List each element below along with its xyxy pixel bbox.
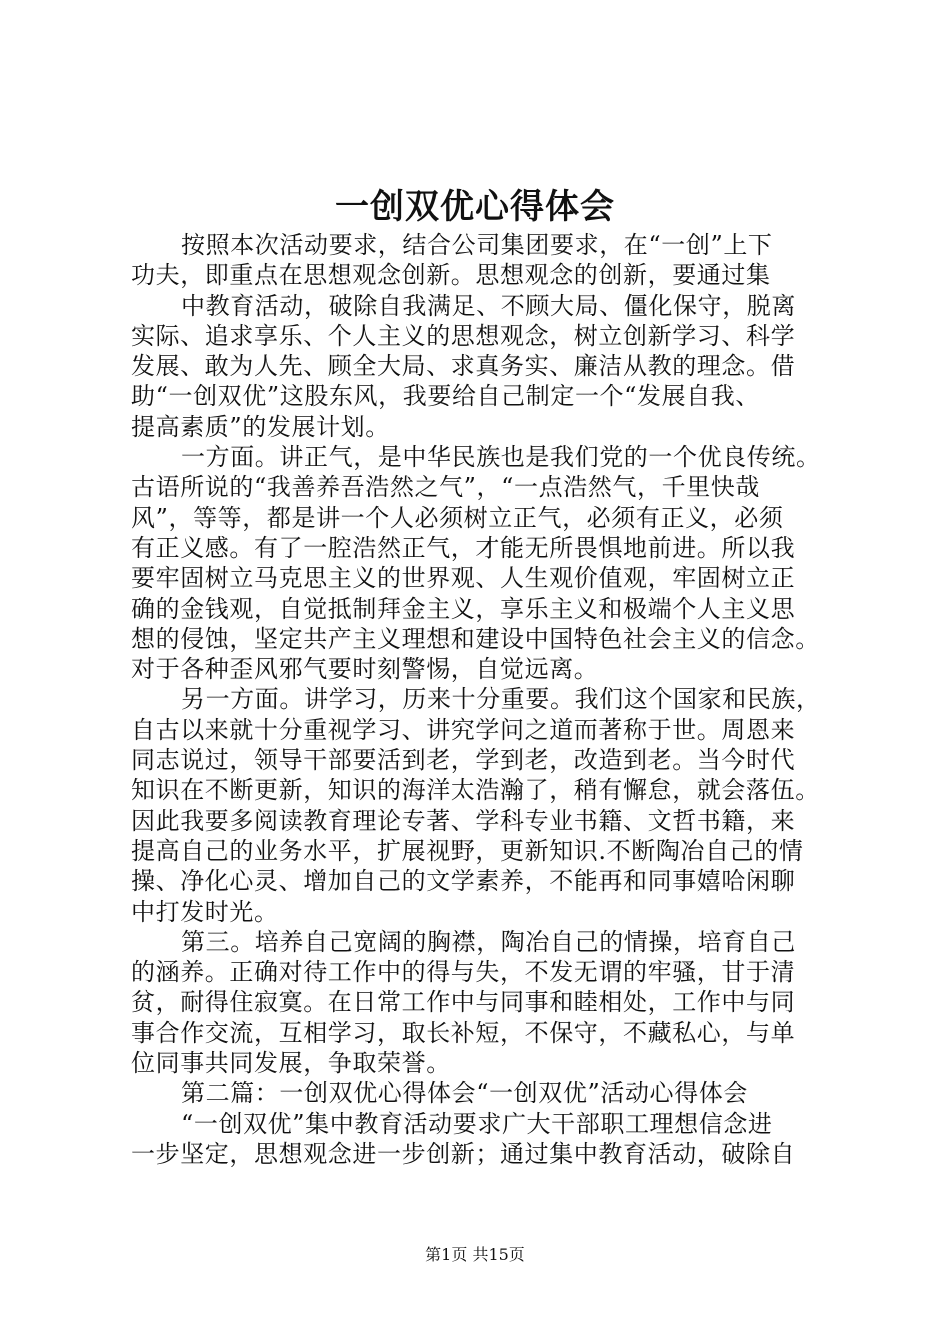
body-line: 功夫，即重点在思想观念创新。思想观念的创新，要通过集 — [131, 261, 771, 290]
document-title: 一创双优心得体会 — [335, 187, 615, 227]
body-line: 有正义感。有了一腔浩然正气，才能无所畏惧地前进。所以我 — [131, 533, 796, 562]
body-line: 助“一创双优”这股东风，我要给自己制定一个“发展自我、 — [131, 382, 761, 411]
body-line: 实际、追求享乐、个人主义的思想观念，树立创新学习、科学 — [131, 321, 796, 350]
section-heading-line: 第二篇：一创双优心得体会“一创双优”活动心得体会 — [181, 1079, 748, 1108]
body-line: 对于各种歪风邪气要时刻警惕，自觉远离。 — [131, 655, 599, 684]
body-line: 一方面。讲正气，是中华民族也是我们党的一个优良传统。 — [181, 443, 821, 472]
body-line: 一步坚定，思想观念进一步创新；通过集中教育活动，破除自 — [131, 1139, 796, 1168]
body-line: 中打发时光。 — [131, 897, 279, 926]
body-line: 想的侵蚀，坚定共产主义理想和建设中国特色社会主义的信念。 — [131, 624, 820, 653]
body-line: 自古以来就十分重视学习、讲究学问之道而著称于世。周恩来 — [131, 715, 796, 744]
body-line: 的涵养。正确对待工作中的得与失，不发无谓的牢骚，甘于清 — [131, 958, 796, 987]
body-line: 因此我要多阅读教育理论专著、学科专业书籍、文哲书籍，来 — [131, 806, 796, 835]
page-number-footer: 第1页 共15页 — [425, 1245, 525, 1264]
body-line: 提高素质”的发展计划。 — [131, 412, 390, 441]
body-line: 发展、敢为人先、顾全大局、求真务实、廉洁从教的理念。借 — [131, 352, 796, 381]
body-line: 位同事共同发展，争取荣誉。 — [131, 1049, 451, 1078]
body-line: 古语所说的“我善养吾浩然之气”，“一点浩然气，千里快哉 — [131, 473, 761, 502]
body-line: 事合作交流，互相学习，取长补短，不保守，不藏私心，与单 — [131, 1018, 796, 1047]
body-line: 提高自己的业务水平，扩展视野，更新知识.不断陶冶自己的情 — [131, 836, 804, 865]
body-line: 同志说过，领导干部要活到老，学到老，改造到老。当今时代 — [131, 746, 796, 775]
body-line: 中教育活动，破除自我满足、不顾大局、僵化保守，脱离 — [181, 291, 796, 320]
body-line: 贫，耐得住寂寞。在日常工作中与同事和睦相处，工作中与同 — [131, 988, 796, 1017]
body-line: 另一方面。讲学习，历来十分重要。我们这个国家和民族， — [181, 685, 821, 714]
body-line: 要牢固树立马克思主义的世界观、人生观价值观，牢固树立正 — [131, 564, 796, 593]
body-line: 按照本次活动要求，结合公司集团要求，在“一创”上下 — [181, 231, 773, 259]
body-line: 风”，等等，都是讲一个人必须树立正气，必须有正义，必须 — [131, 503, 784, 532]
body-line: 操、净化心灵、增加自己的文学素养，不能再和同事嬉哈闲聊 — [131, 867, 796, 896]
body-line: 知识在不断更新，知识的海洋太浩瀚了，稍有懈怠，就会落伍。 — [131, 776, 820, 805]
body-line: 确的金钱观，自觉抵制拜金主义，享乐主义和极端个人主义思 — [131, 594, 796, 623]
body-line: “一创双优”集中教育活动要求广大干部职工理想信念进 — [181, 1109, 773, 1138]
body-line: 第三。培养自己宽阔的胸襟，陶冶自己的情操，培育自己 — [181, 927, 796, 956]
document-body — [131, 230, 841, 1169]
